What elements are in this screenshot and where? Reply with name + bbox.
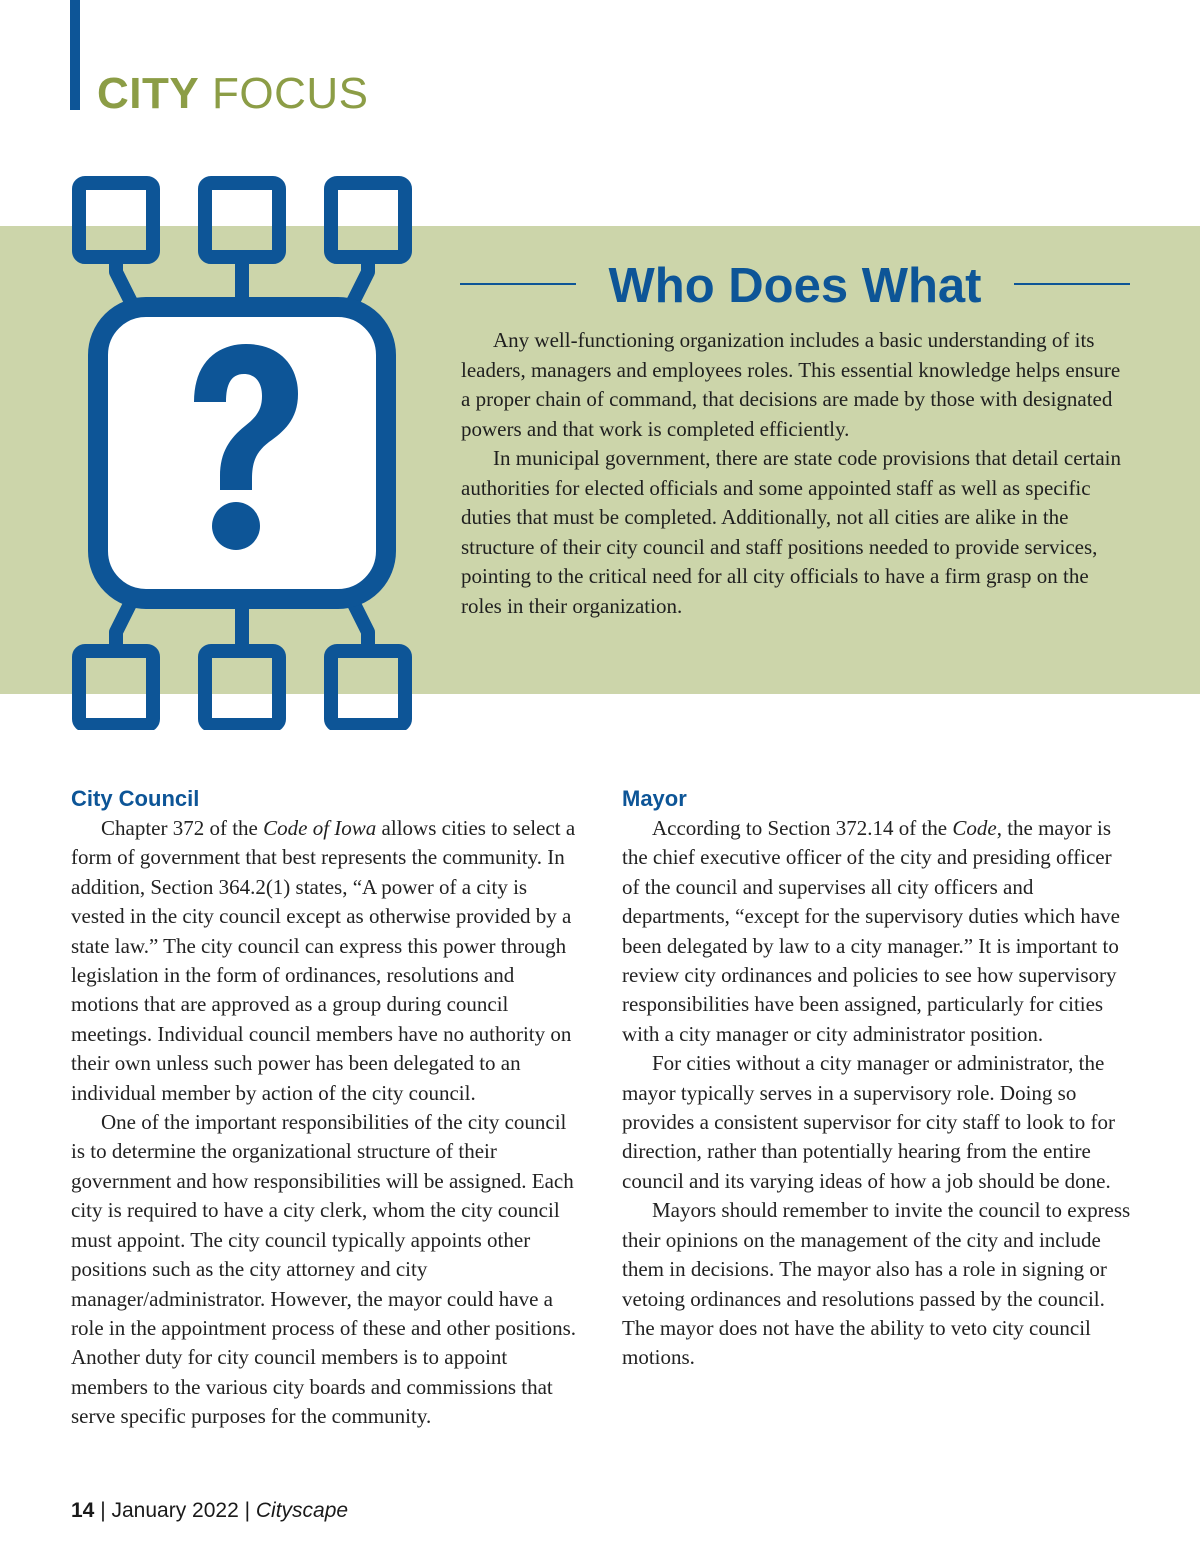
text-run: According to Section 372.14 of the — [652, 816, 953, 840]
code-citation: Code — [952, 816, 997, 840]
issue-date: January 2022 — [111, 1499, 239, 1522]
header-accent-bar — [70, 0, 80, 110]
section-label-rest: FOCUS — [211, 69, 369, 118]
section-label — [97, 68, 368, 120]
mayor-paragraph — [622, 814, 1134, 1049]
mayor-column — [622, 784, 1134, 1373]
intro-paragraph: In municipal government, there are state code provisions that detail certain authorities for elected officials and some appointed staff as well as specific duties that must be completed. Additionally, not all cities are alike in the structure of their city council and staff positions needed to provide services, pointing to the critical need for all city officials to have a firm grasp on the roles in their organization. — [461, 446, 1122, 618]
city-council-heading: City Council — [71, 786, 200, 811]
publication-name: Cityscape — [255, 1499, 349, 1522]
footer-separator: | — [238, 1499, 256, 1522]
page-title: Who Does What — [608, 259, 982, 313]
city-council-paragraph: One of the important responsibilities of the city council is to determine the organizational structure of their government and how responsibilities will be assigned. Each city is required to have a city clerk, whom the city council must appoint. The city council typically appoints other positions such as the city attorney and city manager/administrator. However, the mayor could have a role in the appointment process of these and other positions. Another duty for city council members is to appoint members to the various city boards and commissions that serve specific purposes for the community. — [71, 1110, 577, 1429]
question-hierarchy-icon — [70, 174, 412, 730]
title-rule-left — [460, 283, 576, 285]
page-footer — [71, 1496, 348, 1526]
page-number: 14 — [71, 1499, 95, 1522]
text-run: , the mayor is the chief executive officer of the city and presiding officer of the council and supervises all city officers and departments, “except for the supervisory duties which have been delegated by law to a city manager.” It is important to review city ordinances and policies to see how supervisory responsibilities have been assigned, particularly for cities with a city manager or city administrator position. — [622, 816, 1121, 1046]
footer-separator: | — [94, 1499, 112, 1522]
intro-text — [461, 326, 1133, 621]
title-rule-right — [1014, 283, 1130, 285]
intro-paragraph: Any well-functioning organization includes a basic understanding of its leaders, managers and employees roles. This essential knowledge helps ensure a proper chain of command, that decisions are made by those with designated powers and that work is completed efficiently. — [461, 328, 1121, 441]
city-council-paragraph — [71, 814, 583, 1108]
text-run: allows cities to select a form of government that best represents the community. In addition, Section 364.2(1) states, “A power of a city is vested in the city council except as otherwise provided by a state law.” The city council can express this power through legislation in the form of ordinances, resolutions and motions that are approved as a group during council meetings. Individual council members have no authority on their own unless such power has been delegated to an individual member by action of the city council. — [71, 816, 576, 1105]
hero-title-row — [460, 256, 1130, 316]
section-label-strong: CITY — [97, 69, 200, 118]
mayor-heading: Mayor — [622, 786, 687, 811]
code-citation: Code of Iowa — [263, 816, 377, 840]
city-council-column — [71, 784, 583, 1432]
text-run: Chapter 372 of the — [101, 816, 264, 840]
mayor-paragraph: Mayors should remember to invite the council to express their opinions on the management of the city and include them in decisions. The mayor also has a role in signing or vetoing ordinances and resolutions passed by the council. The mayor does not have the ability to veto city council motions. — [622, 1198, 1131, 1370]
mayor-paragraph: For cities without a city manager or administrator, the mayor typically serves in a supervisory role. Doing so provides a consistent supervisor for city staff to look to for direction, rather than potentially hearing from the entire council and its varying ideas of how a job should be done. — [622, 1051, 1116, 1193]
